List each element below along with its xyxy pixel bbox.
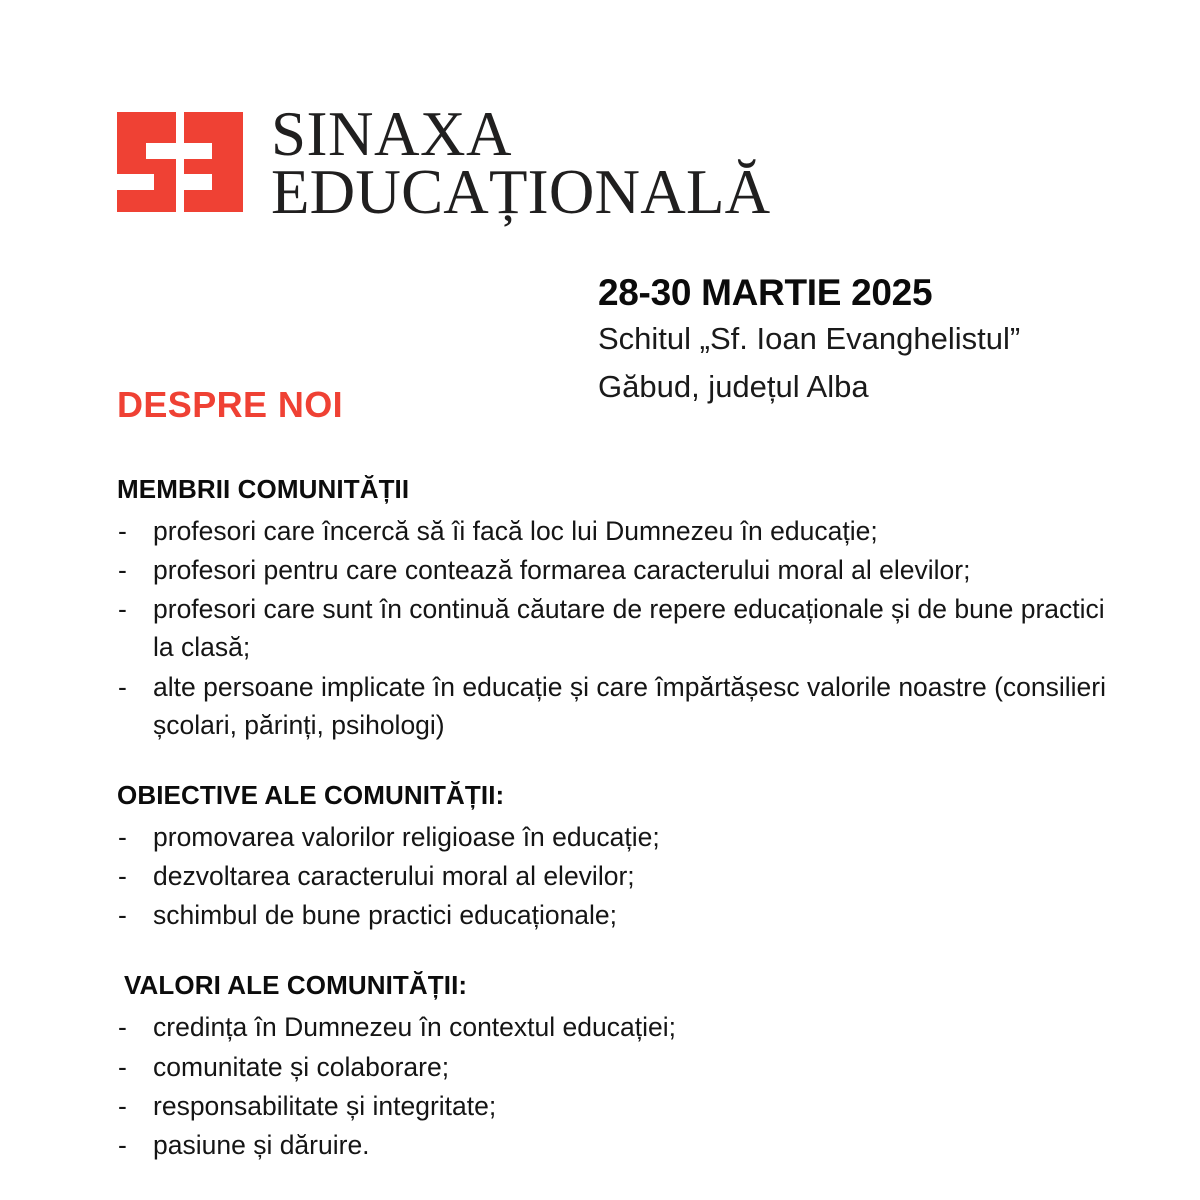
- list-item: [117, 1008, 1117, 1046]
- list-item: [117, 512, 1117, 550]
- section-valori: [117, 970, 1117, 1164]
- page-title: DESPRE NOI: [117, 384, 344, 425]
- brand-header: [117, 99, 771, 227]
- wordmark-line-educationala: EDUCAȚIONALĂ: [271, 156, 771, 227]
- list-item-text: responsabilitate și integritate;: [153, 1090, 497, 1121]
- list-item-text: pasiune și dăruire.: [153, 1129, 370, 1160]
- bullet-list-membrii: [117, 512, 1117, 744]
- list-item: [117, 1087, 1117, 1125]
- list-item-text: schimbul de bune practici educaționale;: [153, 900, 618, 931]
- list-item: [117, 1126, 1117, 1164]
- about-content: [117, 474, 1117, 1165]
- bullet-list-valori: [117, 1008, 1117, 1164]
- bullet-dash-icon: -: [118, 1090, 127, 1121]
- list-item-text: dezvoltarea caracterului moral al elevilor;: [153, 861, 635, 892]
- section-heading-obiective: OBIECTIVE ALE COMUNITĂȚII:: [117, 779, 505, 810]
- sinaxa-se-monogram-icon: [117, 112, 243, 212]
- list-item: [117, 896, 1117, 934]
- bullet-dash-icon: -: [118, 516, 127, 546]
- event-location: Găbud, județul Alba: [598, 369, 869, 405]
- bullet-dash-icon: -: [118, 900, 127, 931]
- list-item-text: credința în Dumnezeu în contextul educației;: [153, 1012, 676, 1043]
- section-heading-valori: VALORI ALE COMUNITĂȚII:: [124, 970, 468, 1001]
- bullet-dash-icon: -: [118, 1051, 127, 1082]
- bullet-dash-icon: -: [118, 1012, 127, 1043]
- list-item-text: profesori pentru care contează formarea caracterului moral al elevilor;: [153, 555, 971, 586]
- wordmark: [271, 99, 771, 227]
- list-item-text: profesori care sunt în continuă căutare de repere educaționale și de bune practici la clasă;: [153, 594, 1105, 663]
- bullet-dash-icon: -: [118, 821, 127, 852]
- bullet-dash-icon: -: [118, 555, 127, 586]
- list-item: [117, 857, 1117, 895]
- section-membrii: [117, 474, 1117, 744]
- bullet-dash-icon: -: [118, 594, 127, 625]
- bullet-dash-icon: -: [118, 861, 127, 892]
- list-item-text: alte persoane implicate în educație și care împărtășesc valorile noastre (consilieri școlari, părinți, psihologi): [153, 671, 1106, 740]
- bullet-list-obiective: [117, 818, 1117, 934]
- list-item: [117, 590, 1117, 666]
- section-obiective: [117, 780, 1117, 934]
- section-heading-membrii: MEMBRII COMUNITĂȚII: [117, 474, 410, 504]
- bullet-dash-icon: -: [118, 1129, 127, 1160]
- event-details: [598, 272, 1138, 409]
- list-item: [117, 668, 1117, 744]
- list-item-text: promovarea valorilor religioase în educație;: [153, 821, 660, 852]
- list-item: [117, 551, 1117, 589]
- bullet-dash-icon: -: [118, 671, 127, 702]
- list-item: [117, 1048, 1117, 1086]
- list-item-text: profesori care încercă să îi facă loc lui Dumnezeu în educație;: [153, 516, 878, 546]
- event-venue: Schitul „Sf. Ioan Evanghelistul”: [598, 321, 1021, 357]
- event-date: 28-30 MARTIE 2025: [598, 272, 933, 313]
- list-item-text: comunitate și colaborare;: [153, 1051, 450, 1082]
- wordmark-line-sinaxa: SINAXA: [271, 99, 513, 169]
- list-item: [117, 818, 1117, 856]
